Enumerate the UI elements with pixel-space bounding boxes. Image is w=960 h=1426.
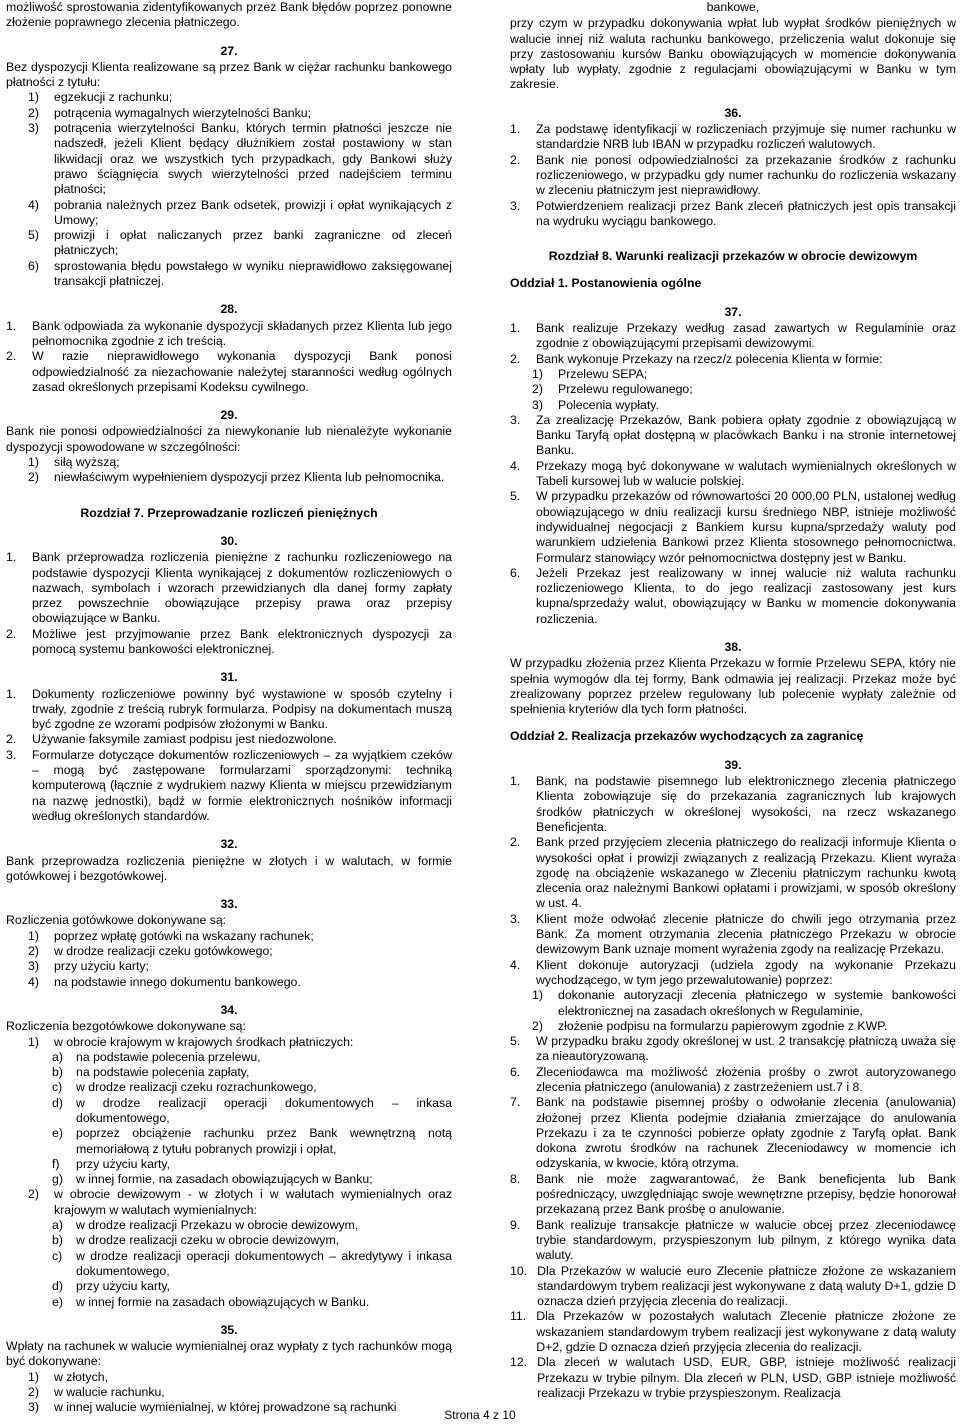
list-item-text: Bank nie ponosi odpowiedzialności za przekazanie środków z rachunku rozliczeniowego, w przypadku gdy numer rachunku do rozliczenia wskazany w zleceniu płatniczym jest nieprawidłowy.: [536, 152, 956, 198]
list-item: [6, 1279, 452, 1294]
list-item-text: Używanie faksymile zamiast podpisu jest niedozwolone.: [32, 732, 337, 747]
list-item-text: Bank nie może zagwarantować, że Bank beneficjenta lub Bank pośredniczący, uwzględniając swoje wewnętrzne przepisy, będzie honorował przekazaną przez Bank prośbę o anulowanie.: [536, 1171, 956, 1217]
list-item-number: 3): [532, 397, 543, 412]
list-item: [510, 1355, 956, 1401]
list-item-number: 2): [28, 1187, 39, 1202]
list-item: [510, 1019, 956, 1034]
list-item-number: 1): [28, 455, 39, 470]
list-item-text: W przypadku przekazów od równowartości 20 000,00 PLN, ustalonej według obowiązującego w dniu realizacji kursu średniego NBP, istnieje możliwość indywidualnej negocjacji z Bankiem kursu kupna/sprzedaży waluty pod warunkiem udzielenia Bankowi przez Klienta stosownego pełnomocnictwa. Formularz stanowiący wzór pełnomocnictwa dostępny jest w Banku.: [536, 489, 956, 565]
list-item: [6, 1157, 452, 1172]
list-item: [6, 627, 452, 658]
list-item-number: 3): [28, 1400, 39, 1415]
list-item: [6, 106, 452, 121]
article-number: 37.: [724, 304, 742, 319]
list-item-number: 2): [28, 470, 39, 485]
paragraph: Rozliczenia gotówkowe dokonywane są:: [6, 913, 227, 928]
list-item: [6, 90, 452, 105]
list-item-text: Przelewu regulowanego;: [558, 382, 693, 397]
article-number: 35.: [220, 1322, 238, 1337]
list-item-text: Bank na podstawie pisemnej prośby o odwołanie zlecenia (anulowania) złożonej przez Klienta podejmie działania zmierzające do anulowania Przekazu i za te czynności pobierze opłaty zgodnie z Taryfą opłat. Bank dokona zwrotu środków na rachunek Zleceniodawcy w momencie ich odzyskania, w kwocie, którą otrzyma.: [536, 1095, 956, 1171]
article-number: 39.: [724, 757, 742, 772]
list-item: [6, 228, 452, 259]
list-item-text: w drodze realizacji Przekazu w obrocie dewizowym,: [76, 1218, 359, 1233]
list-item-number: 2.: [6, 626, 17, 641]
list-item-number: d): [52, 1279, 63, 1294]
list-item-number: c): [52, 1248, 63, 1263]
list-item: [6, 1080, 452, 1095]
list-item-number: 4): [28, 974, 39, 989]
list-item-text: Klient dokonuje autoryzacji (udziela zgody na wykonanie Przekazu wychodzącego, w tym jego przewalutowanie) poprzez:: [536, 957, 956, 987]
list-item-text: sprostowania błędu powstałego w wyniku nieprawidłowo zaksięgowanej transakcji płatniczej.: [54, 258, 452, 289]
list-item: [510, 1034, 956, 1065]
list-item-text: W przypadku braku zgody określonej w ust. 2 transakcję płatniczą uważa się za nieautoryzowaną.: [536, 1034, 956, 1064]
list-item-number: c): [52, 1080, 63, 1095]
paragraph: możliwość sprostowania zidentyfikowanych przez Bank błędów poprzez ponowne złożenie poprawnego zlecenia płatniczego.: [6, 0, 452, 30]
list-item: [6, 975, 452, 990]
list-item-text: Za zrealizację Przekazów, Bank pobiera opłaty zgodnie z obowiązującą w Banku Taryfą opłat dostępną w placówkach Banku i na stronie internetowej Banku.: [536, 412, 956, 458]
list-item: [6, 1035, 452, 1050]
list-item-text: złożenie podpisu na formularzu papierowym zgodnie z KWP.: [558, 1018, 888, 1033]
list-item: [6, 929, 452, 944]
list-item-text: Bank wykonuje Przekazy na rzecz/z polecenia Klienta w formie:: [536, 351, 883, 366]
list-item-number: 9.: [510, 1217, 521, 1232]
list-item-text: Dla Przekazów w walucie euro Zlecenie płatnicze złożone ze wskazaniem standardowym trybem realizacji jest wykonywane z datą waluty D+1, gdzie D oznacza dzień przyjęcia zlecenia do realizacji.: [537, 1263, 956, 1309]
list-item-number: 3.: [510, 911, 521, 926]
list-item-text: Bank odpowiada za wykonanie dyspozycji składanych przez Klienta lub jego pełnomocnika zgodnie z ich treścią.: [32, 318, 452, 348]
list-item-text: w drodze realizacji czeku rozrachunkowego,: [76, 1080, 317, 1095]
paragraph: Bank przeprowadza rozliczenia pieniężne w złotych i w walutach, w formie gotówkowej i bezgotówkowej.: [6, 853, 452, 883]
list-item-number: 2): [532, 1018, 543, 1033]
list-item: [510, 153, 956, 199]
right-column: [510, 0, 956, 1401]
article-number: 31.: [220, 670, 238, 685]
list-item-number: 1.: [6, 550, 17, 565]
section-heading: Oddział 2. Realizacja przekazów wychodzących za zagranicę: [510, 729, 864, 744]
list-item-text: w obrocie dewizowym - w złotych i w walutach wymienialnych oraz krajowym w walutach wymienialnych:: [54, 1187, 452, 1217]
list-item-text: Jeżeli Przekaz jest realizowany w innej walucie niż waluta rachunku rozliczeniowego Klienta, to do jego realizacji zastosowany jest kurs kupna/sprzedaży walut, obowiązujący w Banku w momencie dokonywania rozliczenia.: [536, 565, 956, 626]
list-item: [510, 459, 956, 490]
list-item: [6, 944, 452, 959]
list-item: [510, 774, 956, 835]
list-item-text: w innej formie, na zasadach obowiązujących w Banku;: [76, 1172, 373, 1187]
list-item-text: przy użyciu karty,: [76, 1279, 171, 1294]
list-item-number: 2.: [6, 732, 17, 747]
list-item-text: w innej formie na zasadach obowiązujących w Banku.: [76, 1294, 370, 1309]
list-item: [6, 198, 452, 229]
list-item-number: 1.: [510, 122, 521, 137]
list-item: [510, 199, 956, 230]
list-item: [510, 1065, 956, 1096]
list-item-number: 7.: [510, 1095, 521, 1110]
list-item-text: W razie nieprawidłowego wykonania dyspozycji Bank ponosi odpowiedzialność za niezachowanie należytej staranności według ogólnych zasad określonych przepisami Kodeksu cywilnego.: [32, 349, 452, 394]
chapter-heading: Rozdział 7. Przeprowadzanie rozliczeń pieniężnych: [80, 505, 378, 520]
list-item: [510, 566, 956, 627]
list-item: [6, 455, 452, 470]
paragraph: Bez dyspozycji Klienta realizowane są przez Bank w ciężar rachunku bankowego płatności z tytułu:: [6, 59, 452, 90]
list-item-text: dokonanie autoryzacji zlecenia płatniczego w systemie bankowości elektronicznej na zasadach określonych w Regulaminie,: [558, 988, 956, 1018]
list-item: [510, 367, 956, 382]
list-item: [510, 912, 956, 958]
list-item-number: 2.: [510, 835, 521, 850]
list-item-number: 2.: [6, 349, 17, 364]
list-item: [6, 1126, 452, 1157]
list-item-text: Klient może odwołać zlecenie płatnicze do chwili jego otrzymania przez Bank. Za moment otrzymania zlecenia płatniczego Przekazu w obrocie dewizowym Bank uznaje moment wyrażenia zgody na realizację Przekazu.: [536, 911, 956, 957]
article-number: 27.: [220, 43, 238, 58]
list-item: [510, 413, 956, 459]
list-item-number: 6.: [510, 565, 521, 580]
list-item-number: 2): [28, 105, 39, 120]
list-item-number: 12.: [510, 1355, 528, 1370]
list-item: [6, 1050, 452, 1065]
list-item-text: Dla zleceń w walutach USD, EUR, GBP, istnieje możliwość realizacji Przekazu w trybie pilnym. Dla zleceń w PLN, USD, GBP istnieje możliwość realizacji Przekazu w trybie przyspieszonym. Realizacja: [537, 1355, 956, 1400]
list-item-number: g): [52, 1172, 63, 1187]
list-item: [6, 121, 452, 197]
list-item-text: Przekazy mogą być dokonywane w walutach wymienialnych określonych w Tabeli kursowej lub w walucie polskiej.: [536, 458, 956, 489]
list-item-number: 1.: [6, 686, 17, 701]
list-item-text: Formularze dotyczące dokumentów rozliczeniowych – za wyjątkiem czeków – mogą być zastępowane formularzami sporządzonymi: techniką komputerową (łącznie z wydrukiem nazwy Klienta w miejscu przewidzianym na nazwę jednostki), bądź w formie elektronicznych nośników informacji według określonych standardów.: [32, 747, 452, 823]
list-item-number: 11.: [510, 1309, 527, 1324]
list-item: [510, 1172, 956, 1218]
list-item-number: 5.: [510, 489, 521, 504]
list-item-text: egzekucji z rachunku;: [54, 90, 173, 105]
article-number: 28.: [220, 302, 238, 317]
paragraph: W przypadku złożenia przez Klienta Przekazu w formie Przelewu SEPA, który nie spełnia wymogów dla tej formy, Bank odmawia jej realizacji. Przekaz może być zrealizowany poprzez przelew regulowany lub polecenie wypłaty zależnie od spełnienia kryteriów dla tych form płatności.: [510, 656, 956, 717]
article-number: 29.: [220, 408, 238, 423]
list-item-text: Możliwe jest przyjmowanie przez Bank elektronicznych dyspozycji za pomocą systemu bankowości elektronicznej.: [32, 626, 452, 656]
list-item-number: b): [52, 1233, 63, 1248]
paragraph: przy czym w przypadku dokonywania wpłat lub wypłat środków pieniężnych w walucie innej niż waluta rachunku bankowego, przeliczenia walut dokonuje się przy zastosowaniu kursów Banku obowiązujących w momencie dokonywania wpłaty lub wypłaty, zgodnie z regulacjami obowiązującymi w Banku w tym zakresie.: [510, 16, 956, 92]
list-item-text: przy użyciu karty;: [54, 959, 149, 974]
section-heading: Oddział 1. Postanowienia ogólne: [510, 276, 702, 291]
list-item-text: Potwierdzeniem realizacji przez Bank zleceń płatniczych jest opis transakcji na wydruku wyciągu bankowego.: [536, 198, 956, 228]
list-item-number: 2.: [510, 351, 521, 366]
list-item: [510, 988, 956, 1019]
list-item: [6, 1096, 452, 1127]
list-item-text: siłą wyższą;: [54, 455, 120, 470]
paragraph: Wpłaty na rachunek w walucie wymienialnej oraz wypłaty z tych rachunków mogą być dokonywane:: [6, 1339, 452, 1369]
list-item-number: 6.: [510, 1064, 521, 1079]
list-item-text: na podstawie polecenia przelewu,: [76, 1049, 261, 1064]
list-item-number: 2): [28, 944, 39, 959]
list-item-number: 8.: [510, 1171, 521, 1186]
list-item-number: 1): [28, 1369, 39, 1384]
list-item: [510, 352, 956, 367]
list-item: [6, 1233, 452, 1248]
list-item-text: potrącenia wierzytelności Banku, których termin płatności jeszcze nie nadszedł, jeżeli Klient będący dłużnikiem został postawiony w stan likwidacji oraz we wszystkich tych przypadkach, gdy Bankowi służy prawo ściągnięcia swych wierzytelności przed nadejściem terminu płatności;: [54, 121, 452, 197]
list-item-number: 1): [28, 1034, 39, 1049]
list-item: [510, 1309, 956, 1355]
list-item-text: prowizji i opłat naliczanych przez banki zagraniczne od zleceń płatniczych;: [54, 228, 452, 258]
list-item-text: pobrania należnych przez Bank odsetek, prowizji i opłat wynikających z Umowy;: [54, 197, 452, 227]
list-item-text: potrącenia wymagalnych wierzytelności Banku;: [54, 105, 311, 120]
list-item-text: Przelewu SEPA;: [558, 366, 648, 381]
article-number: 36.: [724, 105, 742, 120]
list-item-number: 3): [28, 121, 39, 136]
list-item: [510, 835, 956, 911]
left-column: [6, 0, 452, 1416]
list-item: [6, 732, 452, 747]
list-item-text: przy użyciu karty,: [76, 1156, 171, 1171]
list-item: [6, 1295, 452, 1310]
list-item-number: 3.: [510, 412, 521, 427]
list-item-number: e): [52, 1126, 63, 1141]
article-number: 33.: [220, 897, 238, 912]
list-item-number: 2): [28, 1385, 39, 1400]
list-item-text: poprzez wpłatę gotówki na wskazany rachunek;: [54, 928, 314, 943]
list-item-text: w drodze realizacji operacji dokumentowych – akredytywy i inkasa dokumentowego,: [76, 1248, 452, 1278]
list-item: [510, 321, 956, 352]
list-item: [510, 382, 956, 397]
list-item: [6, 959, 452, 974]
list-item-number: 4.: [510, 957, 521, 972]
list-item: [6, 259, 452, 290]
list-item-number: a): [52, 1049, 63, 1064]
list-item-text: na podstawie polecenia zapłaty,: [76, 1065, 250, 1080]
list-item-number: b): [52, 1065, 63, 1080]
list-item-text: Bank, na podstawie pisemnego lub elektronicznego zlecenia płatniczego Klienta zobowiązuje się do przekazania zagranicznych lub krajowych środków płatniczych w określonej wysokości, na rzecz wskazanego Beneficjenta.: [536, 774, 956, 834]
list-item-number: e): [52, 1294, 63, 1309]
list-item-text: na podstawie innego dokumentu bankowego.: [54, 974, 301, 989]
paragraph: bankowe,: [706, 0, 760, 14]
list-item: [6, 1218, 452, 1233]
list-item-number: 1): [532, 988, 543, 1003]
list-item: [510, 1218, 956, 1264]
article-number: 38.: [724, 639, 742, 654]
article-number: 34.: [220, 1002, 238, 1017]
list-item-text: w walucie rachunku,: [54, 1385, 165, 1400]
list-item-number: 5.: [510, 1034, 521, 1049]
list-item-number: 3.: [510, 198, 521, 213]
list-item: [6, 1065, 452, 1080]
list-item-text: w złotych,: [54, 1369, 108, 1384]
paragraph: Bank nie ponosi odpowiedzialności za niewykonanie lub nienależyte wykonanie dyspozycji spowodowane w szczególności:: [6, 424, 452, 454]
list-item: [510, 958, 956, 989]
list-item-text: poprzez obciążenie rachunku przez Bank wewnętrzną notą memoriałową z tytułu pobranych prowizji i opłat,: [76, 1126, 452, 1156]
list-item-text: Bank przeprowadza rozliczenia pieniężne z rachunku rozliczeniowego na podstawie dyspozycji Klienta wynikającej z dokumentów rozliczeniowych o nazwach, symbolach i wzorach przewidzianych dla danej formy zapłaty przez powszechnie obowiązujące przepisy prawa oraz przepisy obowiązujące w Banku.: [32, 550, 452, 626]
list-item: [6, 319, 452, 350]
list-item-text: Polecenia wypłaty.: [558, 397, 659, 412]
chapter-heading: Rozdział 8. Warunki realizacji przekazów w obrocie dewizowym: [548, 249, 918, 264]
list-item-number: f): [52, 1156, 60, 1171]
list-item: [6, 748, 452, 824]
list-item: [6, 1385, 452, 1400]
list-item-text: Za podstawę identyfikacji w rozliczeniach przyjmuje się numer rachunku w standardzie NRB lub IBAN w przypadku rozliczeń walutowych.: [536, 122, 956, 152]
list-item: [6, 550, 452, 626]
list-item-number: 1.: [6, 318, 17, 333]
list-item-text: Zleceniodawca ma możliwość złożenia prośby o zwrot autoryzowanego zlecenia płatniczego (anulowania) z zastrzeżeniem ust.7 i 8.: [536, 1064, 956, 1094]
list-item-text: w innej walucie wymienialnej, w której prowadzone są rachunki: [54, 1400, 397, 1415]
list-item: [6, 687, 452, 733]
list-item: [6, 1187, 452, 1218]
list-item-text: Bank realizuje transakcje płatnicze w walucie obcej przez zleceniodawcę trybie standardowym, przyspieszonym lub pilnym, z którego wynika data waluty.: [536, 1217, 956, 1263]
list-item: [6, 1172, 452, 1187]
list-item: [6, 470, 452, 485]
list-item-text: w obrocie krajowym w krajowych środkach płatniczych:: [54, 1034, 354, 1049]
list-item-text: Bank realizuje Przekazy według zasad zawartych w Regulaminie oraz zgodnie z obowiązującymi przepisami dewizowymi.: [536, 321, 956, 351]
article-number: 30.: [220, 533, 238, 548]
list-item: [510, 489, 956, 565]
list-item-number: 4): [28, 197, 39, 212]
list-item-number: 4.: [510, 458, 521, 473]
list-item-number: 2.: [510, 152, 521, 167]
list-item-text: w drodze realizacji czeku w obrocie dewizowym,: [76, 1233, 340, 1248]
list-item-text: Dokumenty rozliczeniowe powinny być wystawione w sposób czytelny i trwały, zgodnie z treścią rubryk formularza. Podpisy na dokumentach muszą być zgodne ze wzorami podpisów złożonymi w Banku.: [32, 686, 452, 732]
list-item: [510, 398, 956, 413]
list-item: [6, 1370, 452, 1385]
list-item-number: 5): [28, 228, 39, 243]
list-item-number: 1.: [510, 774, 521, 789]
list-item-number: 3.: [6, 747, 17, 762]
list-item-text: niewłaściwym wypełnieniem dyspozycji przez Klienta lub pełnomocnika.: [54, 470, 445, 485]
list-item-number: 2): [532, 382, 543, 397]
list-item: [6, 1249, 452, 1280]
article-number: 32.: [220, 837, 238, 852]
paragraph: Rozliczenia bezgotówkowe dokonywane są:: [6, 1019, 246, 1034]
list-item: [510, 122, 956, 153]
list-item-number: 10.: [510, 1263, 528, 1278]
list-item-number: 1.: [510, 321, 521, 336]
list-item-text: Dla Przekazów w pozostałych walutach Zlecenie płatnicze złożone ze wskazaniem standardowym trybem realizacji jest wykonywane z datą waluty D+2, gdzie D oznacza dzień przyjęcia zlecenia do realizacji.: [536, 1309, 956, 1355]
list-item: [6, 349, 452, 395]
list-item-text: Bank przed przyjęciem zlecenia płatniczego do realizacji informuje Klienta o wysokości opłat i prowizji związanych z realizacją Przekazu. Klient wyraża zgodę na obciążenie wskazanego w Zleceniu płatniczym rachunku kwotą zlecenia oraz należnymi Bankowi opłatami i prowizjami, w sposób określony w ust. 4.: [536, 835, 956, 911]
list-item-number: a): [52, 1218, 63, 1233]
list-item-text: w drodze realizacji operacji dokumentowych – inkasa dokumentowego,: [76, 1095, 452, 1125]
list-item: [510, 1095, 956, 1171]
list-item-number: d): [52, 1095, 63, 1110]
list-item-number: 3): [28, 959, 39, 974]
list-item-number: 1): [28, 90, 39, 105]
list-item-number: 1): [532, 366, 543, 381]
list-item-number: 6): [28, 258, 39, 273]
list-item-number: 1): [28, 928, 39, 943]
page-footer: Strona 4 z 10: [444, 1408, 516, 1422]
list-item: [510, 1264, 956, 1310]
list-item-text: w drodze realizacji czeku gotówkowego;: [54, 944, 273, 959]
